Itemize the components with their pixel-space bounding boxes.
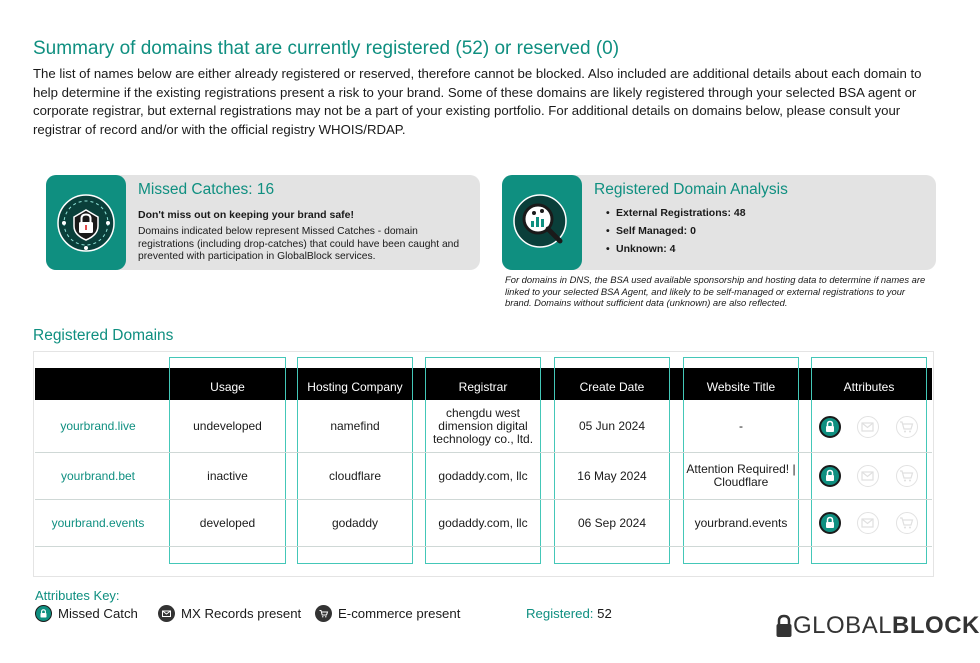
header-usage: Usage (210, 380, 245, 394)
key-missed-catch-label: Missed Catch (58, 606, 138, 621)
registered-count (526, 606, 612, 621)
registrar-cell: chengdu west dimension digital technology co., ltd. (432, 406, 534, 446)
key-mx-records-label: MX Records present (181, 606, 302, 621)
usage-cell: developed (199, 515, 256, 530)
key-ecommerce (315, 605, 460, 622)
website-title-cell: yourbrand.events (694, 515, 788, 530)
logo-wordmark: GLOBALBLOCK (793, 612, 980, 639)
analysis-unknown: • Unknown: 4 (606, 243, 746, 255)
header-website-title: Website Title (706, 380, 776, 394)
ecommerce-icon (896, 512, 918, 534)
mail-icon (158, 605, 175, 622)
domain-analysis-title: Registered Domain Analysis (594, 181, 788, 198)
missed-catches-text: Domains indicated below represent Missed Catches - domain registrations (including drop-catches) that could have been caught and prevented with participation in GlobalBlock services. (138, 226, 460, 263)
create-date-cell: 06 Sep 2024 (577, 515, 647, 530)
ecommerce-icon (896, 416, 918, 438)
domain-link[interactable]: yourbrand.bet (60, 468, 136, 483)
missed-catch-icon (819, 416, 841, 438)
missed-catches-card (46, 175, 480, 270)
padlock-logo-icon (775, 613, 793, 639)
hosting-cell: godaddy (331, 515, 379, 530)
mx-records-icon (857, 416, 879, 438)
key-mx-records (158, 605, 301, 622)
missed-catches-title: Missed Catches: 16 (138, 181, 275, 198)
usage-cell: inactive (207, 468, 248, 483)
mx-records-icon (857, 512, 879, 534)
hosting-cell: namefind (330, 419, 380, 433)
header-registrar: Registrar (458, 380, 508, 394)
missed-catches-badge (46, 175, 126, 270)
website-title-cell: Attention Required! | Cloudflare (686, 462, 796, 489)
missed-catch-icon (819, 512, 841, 534)
usage-cell: undeveloped (193, 419, 262, 433)
website-title-cell: - (739, 419, 743, 433)
registered-domains-heading: Registered Domains (33, 327, 174, 344)
registrar-cell: godaddy.com, llc (438, 468, 528, 483)
mx-records-icon (857, 465, 879, 487)
create-date-cell: 16 May 2024 (577, 468, 647, 483)
domain-analysis-list (606, 207, 746, 261)
hosting-cell: cloudflare (328, 468, 382, 483)
key-missed-catch (35, 605, 138, 622)
header-create-date: Create Date (579, 380, 645, 394)
magnifier-chart-icon (510, 191, 574, 255)
analysis-note: For domains in DNS, the BSA used available sponsorship and hosting data to determine if names are linked to your selected BSA Agent, and likely to be self-managed or external registrations to your brand. Domains without sufficient data (unknown) are also reflected. (505, 274, 926, 309)
create-date-cell: 05 Jun 2024 (578, 419, 646, 433)
analysis-external: • External Registrations: 48 (606, 207, 746, 219)
registered-value: 52 (597, 606, 612, 621)
ecommerce-icon (896, 465, 918, 487)
header-hosting-company: Hosting Company (307, 380, 403, 394)
registered-label: Registered: (526, 606, 594, 621)
lock-icon (35, 605, 52, 622)
missed-catches-subtitle: Don't miss out on keeping your brand safe! (138, 209, 355, 221)
analysis-self-managed: • Self Managed: 0 (606, 225, 746, 237)
attributes-key-title: Attributes Key: (35, 588, 120, 603)
cart-icon (315, 605, 332, 622)
registrar-cell: godaddy.com, llc (438, 515, 528, 530)
domain-link[interactable]: yourbrand.live (60, 419, 136, 433)
row-divider (35, 546, 932, 547)
intro-paragraph: The list of names below are either already registered or reserved, therefore cannot be blocked. Also included are additional details about each domain to help determine if the existing registrations present a risk to your brand. Some of these domains are likely registered through your selected BSA agent or corporate registrar, but external registrations may not be a part of your existing portfolio. For additional details on domains below, please consult your registrar of record and/or with the official registry WHOIS/RDAP. (33, 66, 922, 137)
header-attributes: Attributes (843, 380, 895, 394)
domain-link[interactable]: yourbrand.events (51, 515, 145, 530)
page-title: Summary of domains that are currently registered (52) or reserved (0) (33, 38, 620, 59)
lock-shield-icon (54, 191, 118, 255)
domain-analysis-card (502, 175, 936, 270)
missed-catch-icon (819, 465, 841, 487)
domain-analysis-badge (502, 175, 582, 270)
key-ecommerce-label: E-commerce present (338, 606, 461, 621)
globalblock-logo (775, 612, 980, 640)
